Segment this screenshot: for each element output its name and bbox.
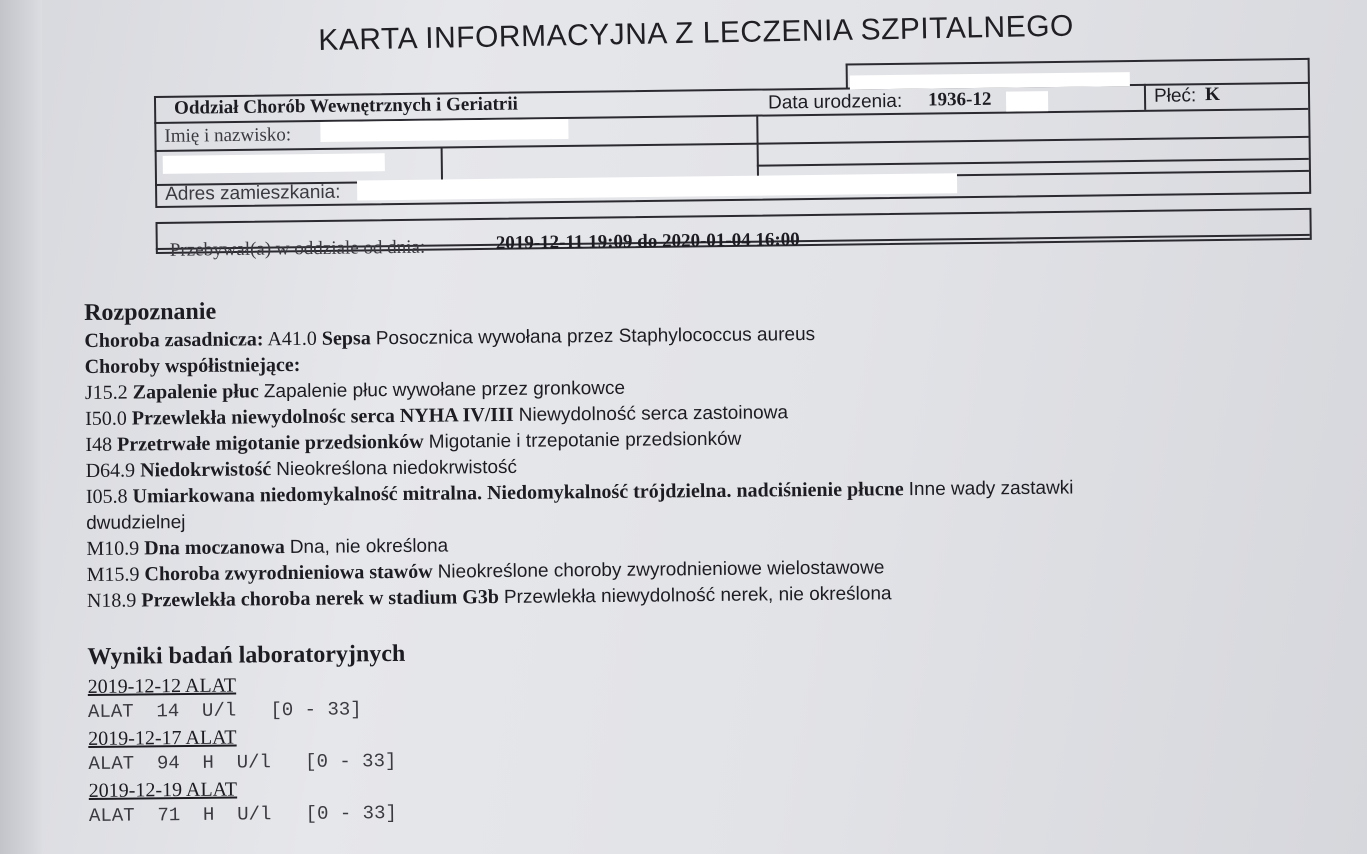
comorbid-item: I05.8 Umiarkowana niedomykalność mitralna. Niedomykalność trójdzielna. nadciśnienie płucne Inne wady zastawki <box>85 477 1074 508</box>
sex-label: Płeć: <box>1153 85 1197 107</box>
name-label: Imię i nazwisko: <box>164 124 292 147</box>
dob-label: Data urodzenia: <box>767 90 903 114</box>
comorbid-item: J15.2 Zapalenie płuc Zapalenie płuc wywołane przez gronkowce <box>84 377 626 404</box>
comorbid-item: D64.9 Niedokrwistość Nieokreślona niedokrwistość <box>85 456 518 482</box>
document-body <box>84 284 1339 830</box>
lab-date: 2019-12-17 ALAT <box>88 726 237 750</box>
comorbid-item-continued: dwudzielnej <box>86 512 186 534</box>
comorbid-label: Choroby współistniejące: <box>84 353 301 378</box>
diagnosis-heading: Rozpoznanie <box>84 298 217 326</box>
lab-date: 2019-12-12 ALAT <box>87 674 237 698</box>
dob-redaction <box>1006 91 1048 112</box>
main-diagnosis: Choroba zasadnicza: A41.0 Sepsa Posocznica wywołana przez Staphylococcus aureus <box>84 323 816 352</box>
dob-value: 1936-12 <box>927 88 992 111</box>
comorbid-item: I50.0 Przewlekła niewydolnośc serca NYHA IV/III Niewydolność serca zastoinowa <box>85 402 789 430</box>
ward-name: Oddział Chorób Wewnętrznych i Geriatrii <box>173 93 518 119</box>
stay-value: 2019-12-11 19:09 do 2020-01-04 16:00 <box>495 229 800 254</box>
sex-value: K <box>1204 83 1220 106</box>
stay-label: Przebywał(a) w oddziale od dnia: <box>169 236 426 261</box>
comorbid-item: M15.9 Choroba zwyrodnieniowa stawów Nieokreślone choroby zwyrodnieniowe wielostawowe <box>86 557 885 586</box>
comorbid-item: I48 Przetrwałe migotanie przedsionków Migotanie i trzepotanie przedsionków <box>85 428 742 456</box>
lab-result: ALAT 94 H U/l [0 - 33] <box>88 750 397 775</box>
patient-header <box>0 0 1367 302</box>
name-redaction <box>320 119 568 142</box>
comorbid-item: M10.9 Dna moczanowa Dna, nie określona <box>86 535 449 560</box>
lab-result: ALAT 71 H U/l [0 - 33] <box>88 802 397 827</box>
labs-heading: Wyniki badań laboratoryjnych <box>87 640 406 670</box>
comorbid-item: N18.9 Przewlekła choroba nerek w stadium G3b Przewlekła niewydolność nerek, nie określona <box>86 583 892 612</box>
lab-result: ALAT 14 U/l [0 - 33] <box>87 698 362 723</box>
id-redaction <box>163 153 385 174</box>
document-title: KARTA INFORMACYJNA Z LECZENIA SZPITALNEGO <box>318 9 1075 57</box>
lab-date: 2019-12-19 ALAT <box>88 778 238 802</box>
address-label: Adres zamieszkania: <box>165 181 341 205</box>
